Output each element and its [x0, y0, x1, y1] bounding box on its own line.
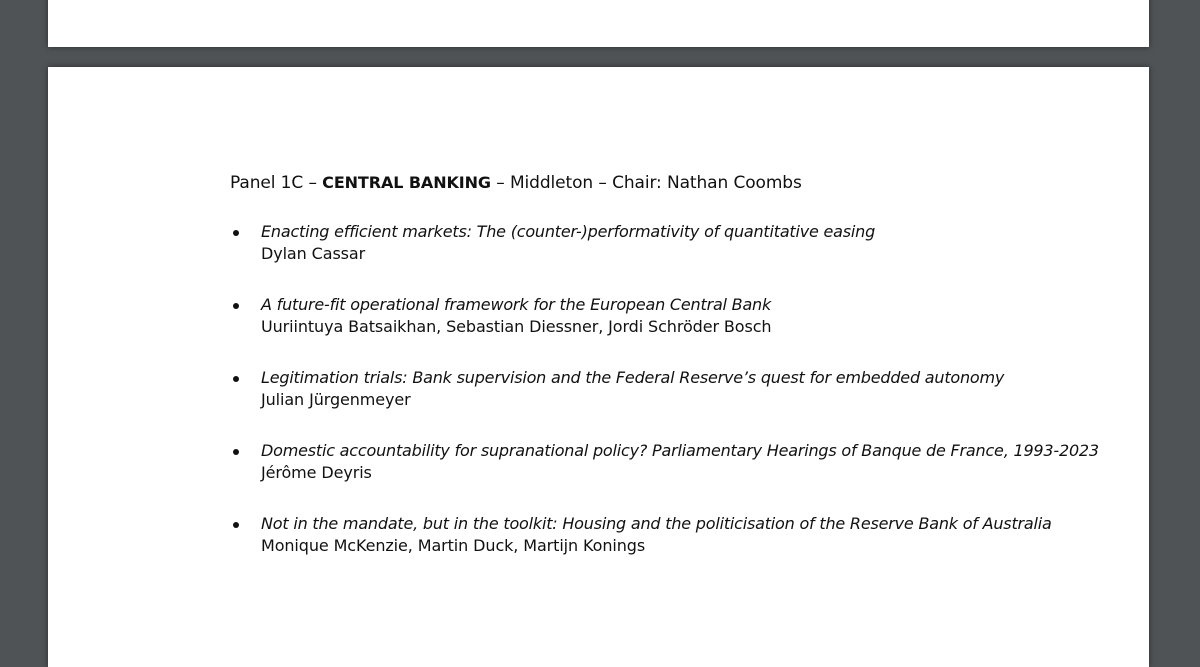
paper-title: Legitimation trials: Bank supervision and the Federal Reserve’s quest for embedded autonomy [261, 368, 1005, 387]
paper-authors: Monique McKenzie, Martin Duck, Martijn Konings [261, 536, 646, 555]
panel-prefix: Panel 1C – [230, 173, 323, 193]
bullet-icon [233, 303, 239, 309]
paper-title: Domestic accountability for supranational policy? Parliamentary Hearings of Banque de France, 1993-2023 [261, 441, 1099, 460]
paper-authors: Jérôme Deyris [261, 463, 372, 482]
paper-title: A future-fit operational framework for the European Central Bank [261, 295, 772, 314]
paper-authors: Julian Jürgenmeyer [261, 390, 411, 409]
previous-page [48, 0, 1149, 47]
panel-heading [230, 173, 802, 193]
list-item [230, 221, 1099, 294]
list-item [230, 440, 1099, 513]
list-item [230, 294, 1099, 367]
list-item [230, 513, 1099, 586]
bullet-icon [233, 522, 239, 528]
bullet-icon [233, 230, 239, 236]
paper-authors: Dylan Cassar [261, 244, 366, 263]
document-page [48, 67, 1149, 667]
bullet-icon [233, 376, 239, 382]
panel-suffix: – Middleton – Chair: Nathan Coombs [490, 173, 802, 193]
list-item [230, 367, 1099, 440]
paper-list [230, 221, 1099, 586]
paper-title: Not in the mandate, but in the toolkit: Housing and the politicisation of the Reserve Bank of Australia [261, 514, 1052, 533]
paper-authors: Uuriintuya Batsaikhan, Sebastian Diessner, Jordi Schröder Bosch [261, 317, 772, 336]
bullet-icon [233, 449, 239, 455]
panel-track: CENTRAL BANKING [322, 173, 491, 192]
paper-title: Enacting efficient markets: The (counter-)performativity of quantitative easing [261, 222, 876, 241]
